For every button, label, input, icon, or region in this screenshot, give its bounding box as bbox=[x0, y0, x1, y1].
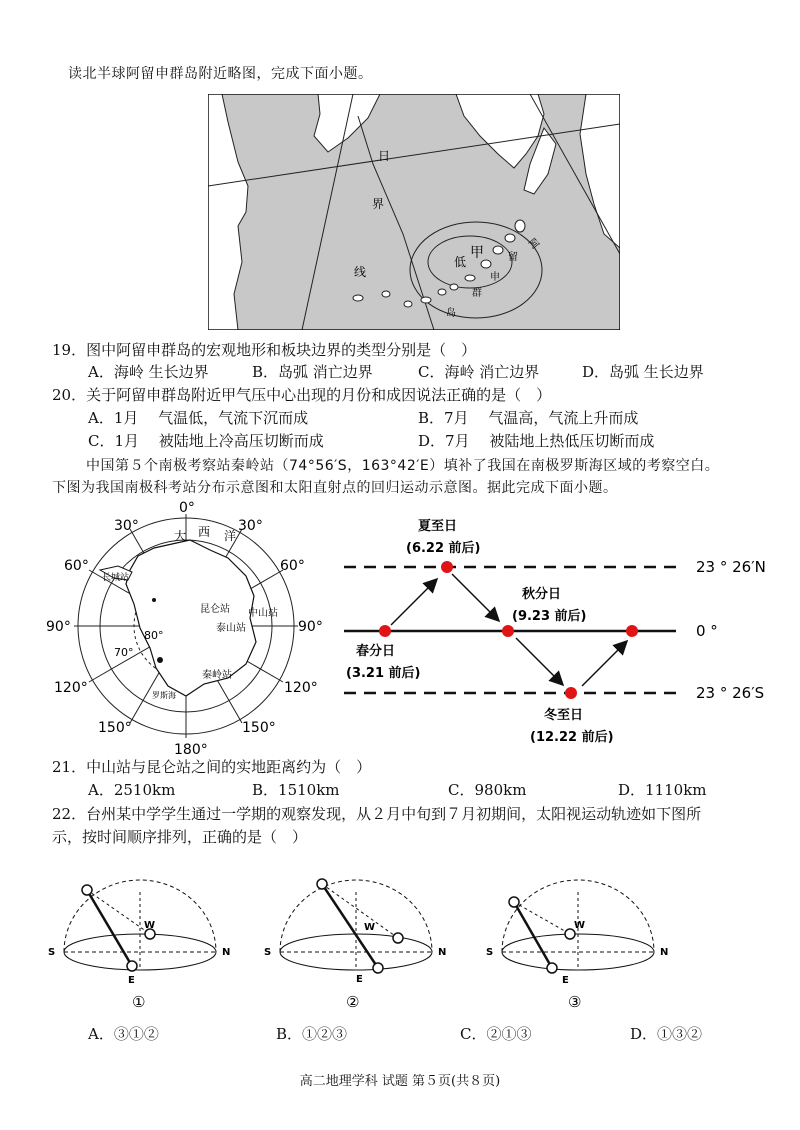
date-line-char-1: 日 bbox=[378, 149, 391, 163]
ocean-char-3: 洋 bbox=[224, 529, 237, 543]
q21-intro-line2: 下图为我国南极科考站分布示意图和太阳直射点的回归运动示意图。据此完成下面小题。 bbox=[52, 480, 618, 496]
ocean-char-1: 大 bbox=[174, 529, 187, 543]
island-label-1: 阿 bbox=[525, 236, 541, 252]
ocean-char-2: 西 bbox=[198, 525, 211, 539]
q22-option-d: D．①③② bbox=[630, 1025, 703, 1043]
equator-label: 0 ° bbox=[696, 622, 718, 640]
meridian-60e: 60° bbox=[280, 558, 305, 574]
station-zhongshan: 中山站 bbox=[248, 608, 278, 619]
meridian-60w: 60° bbox=[64, 558, 89, 574]
q19-option-d: D．岛弧 生长边界 bbox=[582, 363, 704, 381]
island-label-3: 申 bbox=[490, 272, 500, 283]
station-changcheng: 长城站 bbox=[102, 573, 130, 583]
sun-path-diagram-2 bbox=[258, 862, 468, 1016]
winter-solstice-date: (12.22 前后) bbox=[530, 730, 614, 745]
q22-option-b: B．①②③ bbox=[276, 1025, 348, 1043]
sun-path-diagram-1 bbox=[40, 862, 250, 1016]
page-footer: 高二地理学科 试题 第５页(共８页) bbox=[299, 1074, 501, 1089]
diag3-e: E bbox=[562, 975, 569, 986]
diag3-w: W bbox=[574, 920, 586, 931]
meridian-150e: 150° bbox=[242, 720, 276, 736]
summer-solstice-name: 夏至日 bbox=[418, 519, 458, 534]
q20-option-d: D．7月 被陆地上热低压切断而成 bbox=[418, 432, 655, 450]
meridian-30e: 30° bbox=[238, 518, 263, 534]
meridian-180: 180° bbox=[174, 742, 208, 758]
sun-path-diagram-3 bbox=[478, 862, 688, 1016]
island-label-5: 岛 bbox=[446, 308, 456, 319]
diag2-w: W bbox=[364, 922, 376, 933]
meridian-90e: 90° bbox=[298, 619, 323, 635]
diag1-w: W bbox=[144, 920, 156, 931]
q22-stem-line2: 示，按时间顺序排列，正确的是（ ） bbox=[52, 828, 308, 846]
q21-stem: 21．中山站与昆仑站之间的实地距离约为（ ） bbox=[52, 758, 372, 776]
q21-intro-line1: 中国第５个南极考察站秦岭站（74°56′S，163°42′E）填补了我国在南极罗斯海区域的考察空白。 bbox=[86, 458, 720, 474]
meridian-90w: 90° bbox=[46, 619, 71, 635]
spring-equinox-name: 春分日 bbox=[356, 644, 396, 659]
q20-stem: 20．关于阿留申群岛附近甲气压中心出现的月份和成因说法正确的是（ ） bbox=[52, 386, 552, 404]
spring-equinox-date: (3.21 前后) bbox=[346, 666, 421, 681]
meridian-0: 0° bbox=[179, 500, 195, 516]
q22-option-c: C．②①③ bbox=[460, 1025, 532, 1043]
meridian-120e: 120° bbox=[284, 680, 318, 696]
diag2-s: S bbox=[264, 947, 272, 958]
q20-option-c: C．1月 被陆地上冷高压切断而成 bbox=[88, 432, 324, 450]
q19-option-c: C．海岭 消亡边界 bbox=[418, 363, 540, 381]
station-taishan: 泰山站 bbox=[216, 623, 246, 634]
q21-option-d: D．1110km bbox=[618, 781, 707, 799]
diag2-label: ② bbox=[346, 993, 360, 1011]
q20-option-a: A．1月 气温低，气流下沉而成 bbox=[88, 409, 309, 427]
diag3-s: S bbox=[486, 947, 494, 958]
tropic-capricorn-label: 23 ° 26′S bbox=[696, 684, 765, 702]
meridian-30w: 30° bbox=[114, 518, 139, 534]
aleutian-map bbox=[208, 94, 620, 330]
winter-solstice-name: 冬至日 bbox=[544, 708, 584, 723]
diag1-s: S bbox=[48, 947, 56, 958]
diag3-n: N bbox=[660, 947, 669, 958]
diag2-n: N bbox=[438, 947, 447, 958]
diag1-e: E bbox=[128, 975, 135, 986]
diag2-e: E bbox=[356, 974, 363, 985]
island-label-2: 留 bbox=[508, 252, 518, 263]
diag1-n: N bbox=[222, 947, 231, 958]
meridian-120w: 120° bbox=[54, 680, 88, 696]
lat-70: 70° bbox=[114, 646, 134, 659]
q22-option-a: A．③①② bbox=[88, 1025, 159, 1043]
q22-stem-line1: 22．台州某中学学生通过一学期的观察发现，从２月中旬到７月初期间，太阳视运动轨迹如下图所 bbox=[52, 805, 702, 823]
date-line-char-2: 界 bbox=[372, 197, 385, 211]
summer-solstice-date: (6.22 前后) bbox=[406, 541, 481, 556]
station-qinling: 秦岭站 bbox=[202, 670, 232, 681]
island-label-4: 群 bbox=[472, 288, 482, 299]
q19-stem: 19．图中阿留申群岛的宏观地形和板块边界的类型分别是（ ） bbox=[52, 341, 477, 359]
diag3-label: ③ bbox=[568, 993, 582, 1011]
autumn-equinox-date: (9.23 前后) bbox=[512, 609, 587, 624]
date-line-char-3: 线 bbox=[354, 265, 367, 279]
lat-80: 80° bbox=[144, 629, 164, 642]
q20-option-b: B．7月 气温高，气流上升而成 bbox=[418, 409, 639, 427]
q21-option-a: A．2510km bbox=[88, 781, 176, 799]
ross-sea-label: 罗斯海 bbox=[152, 691, 176, 700]
station-kunlun: 昆仑站 bbox=[200, 604, 230, 615]
q19-intro: 读北半球阿留申群岛附近略图，完成下面小题。 bbox=[68, 66, 373, 82]
meridian-150w: 150° bbox=[98, 720, 132, 736]
q21-option-c: C．980km bbox=[448, 781, 527, 799]
antarctic-station-map bbox=[40, 500, 340, 760]
tropic-cancer-label: 23 ° 26′N bbox=[696, 558, 766, 576]
sun-migration-diagram bbox=[336, 510, 790, 750]
q21-option-b: B．1510km bbox=[252, 781, 340, 799]
low-pressure-label: 低 bbox=[454, 255, 467, 269]
q19-option-b: B．岛弧 消亡边界 bbox=[252, 363, 373, 381]
diag1-label: ① bbox=[132, 993, 146, 1011]
jia-label: 甲 bbox=[470, 245, 484, 261]
autumn-equinox-name: 秋分日 bbox=[522, 587, 562, 602]
q19-option-a: A．海岭 生长边界 bbox=[88, 363, 209, 381]
